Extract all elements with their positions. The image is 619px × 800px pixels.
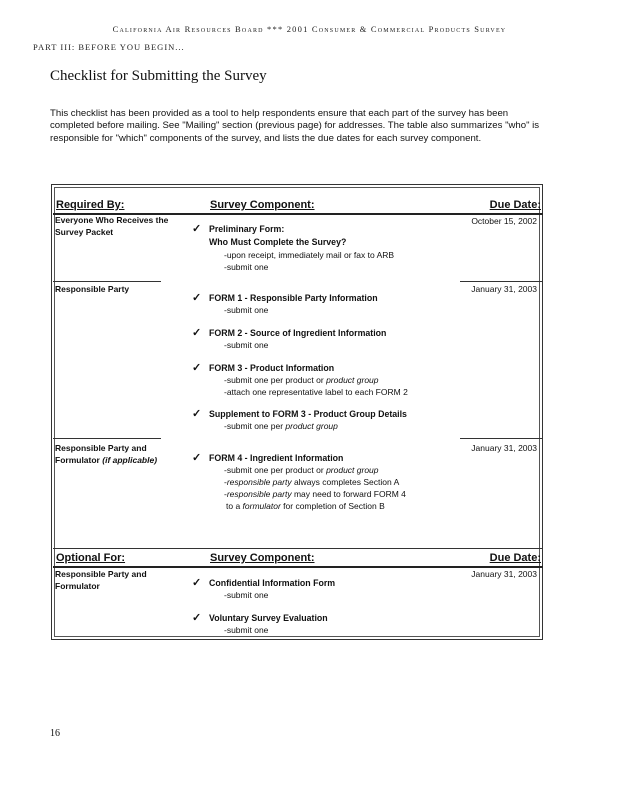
optional-for-header: Optional For: [56, 552, 126, 564]
check-icon: ✓ [192, 452, 202, 464]
component-name: Voluntary Survey Evaluation [209, 613, 328, 623]
row-who-text: Responsible Party and Formulator [55, 443, 147, 465]
component-name: FORM 1 - Responsible Party Information [209, 293, 378, 303]
survey-component-header: Survey Component: [210, 199, 315, 211]
component-note: -submit one [224, 625, 269, 635]
row-due-date: January 31, 2003 [471, 569, 537, 579]
component-name: Confidential Information Form [209, 578, 336, 588]
section-divider [53, 548, 543, 549]
row-who: Everyone Who Receives the Survey Packet [55, 215, 169, 237]
row-divider [53, 438, 161, 439]
page-number: 16 [50, 728, 60, 739]
row-divider [460, 281, 542, 282]
due-date-header: Due Date: [489, 199, 541, 211]
component-note: -submit one [224, 305, 269, 315]
row-due-date: October 15, 2002 [471, 216, 537, 226]
page-title: Checklist for Submitting the Survey [50, 68, 267, 84]
row-who-note: (if applicable) [102, 454, 158, 465]
optional-header-rule [53, 566, 543, 568]
check-icon: ✓ [192, 223, 202, 235]
optional-due-date-header: Due Date: [489, 552, 541, 564]
component-note: -submit one per product group [224, 421, 338, 431]
component-note: -attach one representative label to each FORM 2 [224, 387, 408, 397]
optional-component-header: Survey Component: [210, 552, 315, 564]
component-note: -responsible party may need to forward FORM 4 [224, 489, 406, 499]
row-who: Responsible Party [55, 284, 130, 294]
component-note: to a formulator for completion of Section B [226, 501, 385, 511]
component-note: -submit one [224, 262, 269, 272]
component-name: FORM 4 - Ingredient Information [209, 453, 344, 463]
part-heading: PART III: BEFORE YOU BEGIN... [33, 42, 185, 52]
component-name: Supplement to FORM 3 - Product Group Details [209, 409, 407, 419]
component-note: -submit one [224, 590, 269, 600]
row-due-date: January 31, 2003 [471, 284, 537, 294]
component-name: FORM 3 - Product Information [209, 363, 335, 373]
component-note: -responsible party always completes Section A [224, 477, 400, 487]
row-who: Responsible Party and Formulator [55, 569, 147, 591]
check-icon: ✓ [192, 612, 202, 624]
required-by-header: Required By: [56, 199, 125, 211]
component-note: -upon receipt, immediately mail or fax to ARB [224, 250, 395, 260]
intro-paragraph: This checklist has been provided as a tool to help respondents ensure that each part of the survey has been completed before mailing. See "Mailing" section (previous page) for addresses. The table also summarizes "who" is responsible for "which" components of the survey, and lists the due dates for each survey component. [50, 108, 540, 144]
check-icon: ✓ [192, 408, 202, 420]
row-divider [53, 281, 161, 282]
row-who [55, 443, 175, 466]
row-divider [460, 438, 542, 439]
check-icon: ✓ [192, 362, 202, 374]
component-note: -submit one [224, 340, 269, 350]
check-icon: ✓ [192, 577, 202, 589]
check-icon: ✓ [192, 327, 202, 339]
row-due-date: January 31, 2003 [471, 443, 537, 453]
component-name: FORM 2 - Source of Ingredient Information [209, 328, 387, 338]
component-note: -submit one per product or product group [224, 375, 379, 385]
running-header: California Air Resources Board *** 2001 Consumer & Commercial Products Survey [112, 24, 507, 34]
component-note: -submit one per product or product group [224, 465, 379, 475]
check-icon: ✓ [192, 292, 202, 304]
component-name-line2: Who Must Complete the Survey? [209, 237, 347, 247]
component-name: Preliminary Form: [209, 224, 285, 234]
